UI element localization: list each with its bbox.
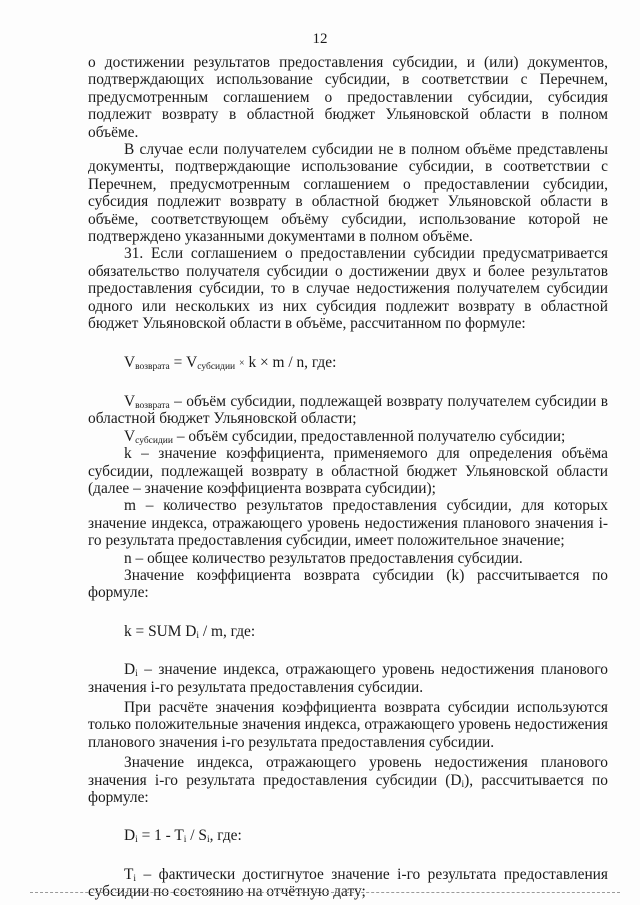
page-number: 12 <box>312 31 328 47</box>
document-body <box>88 54 608 901</box>
definition-v-subsidy: $V_{субсидии}$ – объём субсидии, предоставленной получателю субсидии; <box>124 427 566 446</box>
paragraph-continuation: о достижении результатов предоставления субсидии, и (или) документов, подтверждающих использование субсидии, в соответствии с Перечнем, предусмотренным соглашением о предоставлении субсидии, субсидия подлежит возврату в областной бюджет Ульяновской области в полном объёме. <box>88 54 608 141</box>
formula-di: $D_i = 1 - T_i / S_i$, где: <box>124 827 242 846</box>
definition-v-return: $V_{возврата}$ – объём субсидии, подлежащей возврату получателем субсидии в областной бюджет Ульяновской области; <box>88 392 608 428</box>
paragraph-di-formula-intro: Значение индекса, отражающего уровень недостижения планового значения i-го результата предоставления субсидии $(D_i)$, рассчитывается по формуле: <box>88 754 608 807</box>
paragraph-partial-documents: В случае если получателем субсидии не в полном объёме представлены документы, подтверждающие использование субсидии, в соответствии с Перечнем, предусмотренным соглашением о предоставлении субсидии, субсидия подлежит возврату в областной бюджет Ульяновской области в объёме, соответствующем объёму субсидии, использование которой не подтверждено указанными документами в полном объёме. <box>88 141 608 246</box>
definition-di: $D_i$ – значение индекса, отражающего уровень недостижения планового значения i-го результата предоставления субсидии. <box>88 661 608 696</box>
scan-edge-line <box>30 892 620 893</box>
paragraph-k-formula-intro: Значение коэффициента возврата субсидии (k) рассчитывается по формуле: <box>88 566 608 602</box>
definition-k: k – значение коэффициента, применяемого для определения объёма субсидии, подлежащей возврату в областной бюджет Ульяновской области (далее – значение коэффициента возврата субсидии); <box>88 445 608 497</box>
definition-m: m – количество результатов предоставления субсидии, для которых значение индекса, отражающего уровень недостижения планового значения i-го результата предоставления субсидии, имеет положительное значение; <box>88 497 608 550</box>
definition-ti: $T_i$ – фактически достигнутое значение i-го результата предоставления субсидии по состоянию на отчётную дату; <box>88 865 608 901</box>
paragraph-clause-31: 31. Если соглашением о предоставлении субсидии предусматривается обязательство получателя субсидии о достижении двух и более результатов предоставления субсидии, то в случае недостижения получателем субсидии одного или нескольких из них субсидия подлежит возврату в областной бюджет Ульяновской области в объёме, рассчитанном по формуле: <box>88 245 608 333</box>
formula-v-return: $V_{возврата} = V_{субсидии} \times k \times m / n$, где: <box>124 353 337 372</box>
formula-k: k = SUM $D_i$ / m, где: <box>124 622 256 641</box>
paragraph-positive-values: При расчёте значения коэффициента возврата субсидии используются только положительные значения индекса, отражающего уровень недостижения планового значения i-го результата предоставления субсидии. <box>88 699 608 751</box>
definition-n: n – общее количество результатов предоставления субсидии. <box>124 549 523 567</box>
